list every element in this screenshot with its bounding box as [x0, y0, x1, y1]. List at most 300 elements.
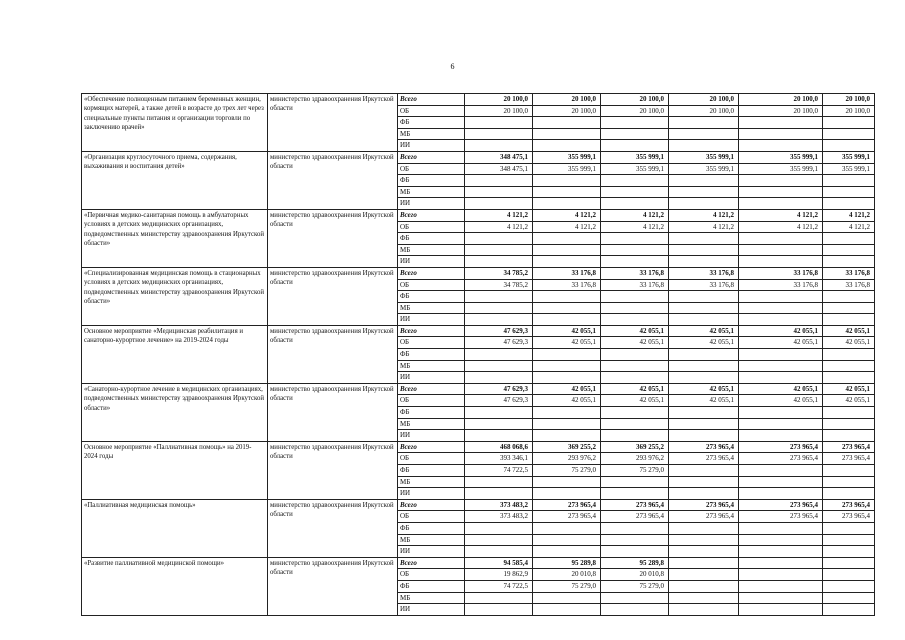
executor-cell: министерство здравоохранения Иркутской области: [268, 441, 398, 499]
table-row: [82, 151, 875, 163]
funding-source-cell: ФБ: [398, 465, 465, 477]
amount-cell: 42 055,1: [739, 395, 823, 407]
amount-cell: [823, 430, 875, 442]
funding-source-cell: Всего: [398, 441, 465, 453]
activity-name-cell: Основное мероприятие «Медицинская реабилитация и санаторно-курортное лечение» на 2019-2024 годы: [82, 325, 268, 383]
amount-cell: 293 976,2: [533, 453, 601, 465]
amount-cell: 273 965,4: [669, 441, 739, 453]
amount-cell: [533, 244, 601, 256]
amount-cell: 33 176,8: [739, 267, 823, 279]
amount-cell: [669, 349, 739, 361]
funding-source-cell: Всего: [398, 94, 465, 106]
funding-source-cell: Всего: [398, 209, 465, 221]
amount-cell: 94 585,4: [465, 557, 533, 569]
amount-cell: 355 999,1: [533, 151, 601, 163]
amount-cell: 273 965,4: [823, 499, 875, 511]
executor-cell: министерство здравоохранения Иркутской области: [268, 151, 398, 209]
amount-cell: [601, 430, 669, 442]
amount-cell: 75 279,0: [533, 465, 601, 477]
amount-cell: [669, 430, 739, 442]
amount-cell: [533, 291, 601, 303]
amount-cell: [601, 604, 669, 616]
table-body: [82, 94, 875, 616]
table-row: [82, 557, 875, 569]
amount-cell: 273 965,4: [823, 453, 875, 465]
amount-cell: [823, 244, 875, 256]
amount-cell: [465, 407, 533, 419]
amount-cell: [823, 140, 875, 152]
funding-source-cell: ФБ: [398, 175, 465, 187]
amount-cell: [465, 140, 533, 152]
amount-cell: [465, 546, 533, 558]
amount-cell: [465, 418, 533, 430]
amount-cell: [465, 534, 533, 546]
executor-cell: министерство здравоохранения Иркутской области: [268, 94, 398, 152]
funding-source-cell: ОБ: [398, 511, 465, 523]
amount-cell: 20 100,0: [601, 94, 669, 106]
amount-cell: [533, 522, 601, 534]
amount-cell: 273 965,4: [823, 441, 875, 453]
amount-cell: [823, 522, 875, 534]
amount-cell: [533, 476, 601, 488]
executor-cell: министерство здравоохранения Иркутской области: [268, 267, 398, 325]
table-row: [82, 383, 875, 395]
amount-cell: [823, 198, 875, 210]
page-number: 6: [450, 62, 455, 71]
amount-cell: 273 965,4: [739, 499, 823, 511]
amount-cell: [533, 546, 601, 558]
amount-cell: 4 121,2: [465, 221, 533, 233]
amount-cell: [533, 140, 601, 152]
amount-cell: [465, 430, 533, 442]
amount-cell: 4 121,2: [823, 209, 875, 221]
funding-source-cell: МБ: [398, 186, 465, 198]
amount-cell: 42 055,1: [739, 325, 823, 337]
amount-cell: [465, 256, 533, 268]
amount-cell: [601, 546, 669, 558]
amount-cell: [739, 604, 823, 616]
amount-cell: 355 999,1: [823, 151, 875, 163]
amount-cell: 75 279,0: [601, 580, 669, 592]
amount-cell: [533, 604, 601, 616]
funding-source-cell: Всего: [398, 557, 465, 569]
amount-cell: [823, 546, 875, 558]
amount-cell: [739, 372, 823, 384]
amount-cell: 273 965,4: [739, 441, 823, 453]
amount-cell: 273 965,4: [669, 499, 739, 511]
funding-source-cell: Всего: [398, 499, 465, 511]
funding-source-cell: ФБ: [398, 580, 465, 592]
amount-cell: [601, 418, 669, 430]
amount-cell: [669, 302, 739, 314]
amount-cell: [739, 522, 823, 534]
amount-cell: [823, 256, 875, 268]
activity-name-cell: «Специализированная медицинская помощь в стационарных условиях в детских медицинских организациях, подведомственных министерству здравоохранения Иркутской области»: [82, 267, 268, 325]
amount-cell: [601, 186, 669, 198]
funding-source-cell: МБ: [398, 418, 465, 430]
amount-cell: 20 010,8: [533, 569, 601, 581]
amount-cell: [533, 360, 601, 372]
funding-source-cell: МБ: [398, 534, 465, 546]
activity-name-cell: «Обеспечение полноценным питанием беременных женщин, кормящих матерей, а также детей в возрасте до трех лет через специальные пункты питания и организации торговли по заключению врачей»: [82, 94, 268, 152]
funding-source-cell: ИИ: [398, 314, 465, 326]
amount-cell: [669, 372, 739, 384]
amount-cell: [533, 418, 601, 430]
amount-cell: 4 121,2: [533, 209, 601, 221]
amount-cell: [601, 349, 669, 361]
amount-cell: [669, 488, 739, 500]
amount-cell: 33 176,8: [669, 267, 739, 279]
amount-cell: 33 176,8: [601, 267, 669, 279]
amount-cell: 42 055,1: [669, 325, 739, 337]
amount-cell: [823, 465, 875, 477]
amount-cell: [601, 256, 669, 268]
amount-cell: 355 999,1: [601, 163, 669, 175]
amount-cell: 355 999,1: [739, 163, 823, 175]
funding-source-cell: МБ: [398, 360, 465, 372]
funding-source-cell: ОБ: [398, 279, 465, 291]
amount-cell: [601, 407, 669, 419]
amount-cell: [739, 569, 823, 581]
amount-cell: 20 100,0: [823, 105, 875, 117]
amount-cell: [669, 546, 739, 558]
amount-cell: [823, 592, 875, 604]
amount-cell: 20 100,0: [739, 94, 823, 106]
amount-cell: 33 176,8: [533, 267, 601, 279]
activity-name-cell: «Паллиативная медицинская помощь»: [82, 499, 268, 557]
amount-cell: 355 999,1: [739, 151, 823, 163]
amount-cell: 4 121,2: [465, 209, 533, 221]
amount-cell: [669, 407, 739, 419]
amount-cell: [739, 244, 823, 256]
amount-cell: [739, 534, 823, 546]
amount-cell: [601, 592, 669, 604]
amount-cell: 42 055,1: [823, 325, 875, 337]
funding-source-cell: МБ: [398, 128, 465, 140]
amount-cell: [601, 314, 669, 326]
amount-cell: [465, 128, 533, 140]
amount-cell: 348 475,1: [465, 151, 533, 163]
amount-cell: [823, 407, 875, 419]
amount-cell: [739, 140, 823, 152]
amount-cell: [533, 407, 601, 419]
amount-cell: [533, 117, 601, 129]
amount-cell: 468 068,6: [465, 441, 533, 453]
amount-cell: 273 965,4: [601, 511, 669, 523]
amount-cell: [533, 175, 601, 187]
activity-name-cell: «Развитие паллиативной медицинской помощи»: [82, 557, 268, 615]
amount-cell: [465, 349, 533, 361]
activity-name-cell: «Организация круглосуточного приема, содержания, выхаживания и воспитания детей»: [82, 151, 268, 209]
amount-cell: 369 255,2: [601, 441, 669, 453]
amount-cell: [739, 592, 823, 604]
funding-source-cell: ОБ: [398, 163, 465, 175]
amount-cell: [669, 244, 739, 256]
amount-cell: 273 965,4: [669, 511, 739, 523]
amount-cell: 75 279,0: [533, 580, 601, 592]
executor-cell: министерство здравоохранения Иркутской области: [268, 209, 398, 267]
amount-cell: [601, 128, 669, 140]
amount-cell: [823, 302, 875, 314]
amount-cell: [601, 233, 669, 245]
amount-cell: [601, 140, 669, 152]
amount-cell: 42 055,1: [533, 395, 601, 407]
amount-cell: [533, 256, 601, 268]
amount-cell: 47 629,3: [465, 337, 533, 349]
funding-source-cell: Всего: [398, 383, 465, 395]
table-row: [82, 267, 875, 279]
amount-cell: [533, 128, 601, 140]
amount-cell: [739, 256, 823, 268]
activity-name-cell: «Санаторно-курортное лечение в медицинских организациях, подведомственных министерству здравоохранения Иркутской области»: [82, 383, 268, 441]
funding-source-cell: Всего: [398, 151, 465, 163]
budget-table: [81, 93, 875, 616]
amount-cell: [601, 488, 669, 500]
amount-cell: [669, 128, 739, 140]
amount-cell: [739, 360, 823, 372]
amount-cell: [465, 117, 533, 129]
amount-cell: [465, 175, 533, 187]
amount-cell: [739, 407, 823, 419]
funding-source-cell: ФБ: [398, 291, 465, 303]
amount-cell: 4 121,2: [739, 221, 823, 233]
amount-cell: [739, 302, 823, 314]
amount-cell: 273 965,4: [601, 499, 669, 511]
amount-cell: 33 176,8: [739, 279, 823, 291]
amount-cell: 20 100,0: [465, 94, 533, 106]
amount-cell: [465, 314, 533, 326]
amount-cell: [823, 175, 875, 187]
amount-cell: 4 121,2: [669, 221, 739, 233]
amount-cell: [669, 557, 739, 569]
amount-cell: 42 055,1: [823, 395, 875, 407]
amount-cell: [533, 186, 601, 198]
amount-cell: 42 055,1: [533, 337, 601, 349]
table-row: [82, 441, 875, 453]
amount-cell: [465, 476, 533, 488]
amount-cell: [739, 314, 823, 326]
amount-cell: 95 289,8: [601, 557, 669, 569]
amount-cell: [533, 349, 601, 361]
amount-cell: 42 055,1: [823, 383, 875, 395]
amount-cell: [823, 314, 875, 326]
amount-cell: [601, 302, 669, 314]
amount-cell: [601, 534, 669, 546]
amount-cell: [739, 128, 823, 140]
funding-source-cell: ИИ: [398, 430, 465, 442]
amount-cell: [669, 580, 739, 592]
funding-source-cell: ИИ: [398, 604, 465, 616]
amount-cell: [823, 372, 875, 384]
funding-source-cell: Всего: [398, 267, 465, 279]
amount-cell: 20 100,0: [669, 94, 739, 106]
amount-cell: 34 785,2: [465, 279, 533, 291]
amount-cell: [669, 522, 739, 534]
amount-cell: 4 121,2: [601, 209, 669, 221]
amount-cell: 42 055,1: [823, 337, 875, 349]
amount-cell: 33 176,8: [601, 279, 669, 291]
amount-cell: 355 999,1: [601, 151, 669, 163]
amount-cell: 4 121,2: [669, 209, 739, 221]
amount-cell: [533, 372, 601, 384]
amount-cell: [739, 233, 823, 245]
amount-cell: [533, 302, 601, 314]
amount-cell: 20 010,8: [601, 569, 669, 581]
amount-cell: 4 121,2: [739, 209, 823, 221]
amount-cell: 20 100,0: [601, 105, 669, 117]
amount-cell: [465, 360, 533, 372]
amount-cell: 47 629,3: [465, 325, 533, 337]
amount-cell: 20 100,0: [739, 105, 823, 117]
amount-cell: [601, 198, 669, 210]
amount-cell: 42 055,1: [739, 383, 823, 395]
amount-cell: 369 255,2: [533, 441, 601, 453]
funding-source-cell: ИИ: [398, 488, 465, 500]
amount-cell: 19 862,9: [465, 569, 533, 581]
funding-source-cell: ОБ: [398, 569, 465, 581]
amount-cell: [739, 186, 823, 198]
funding-source-cell: ИИ: [398, 198, 465, 210]
amount-cell: [823, 233, 875, 245]
amount-cell: 33 176,8: [533, 279, 601, 291]
amount-cell: 4 121,2: [533, 221, 601, 233]
amount-cell: 42 055,1: [533, 325, 601, 337]
amount-cell: [669, 256, 739, 268]
executor-cell: министерство здравоохранения Иркутской области: [268, 557, 398, 615]
amount-cell: [533, 430, 601, 442]
amount-cell: [465, 291, 533, 303]
amount-cell: [465, 522, 533, 534]
amount-cell: [739, 291, 823, 303]
amount-cell: [601, 522, 669, 534]
amount-cell: 20 100,0: [533, 94, 601, 106]
funding-source-cell: МБ: [398, 302, 465, 314]
amount-cell: 373 483,2: [465, 511, 533, 523]
amount-cell: [669, 534, 739, 546]
amount-cell: [669, 175, 739, 187]
amount-cell: [823, 488, 875, 500]
amount-cell: 4 121,2: [601, 221, 669, 233]
amount-cell: 42 055,1: [669, 395, 739, 407]
amount-cell: 273 965,4: [739, 453, 823, 465]
amount-cell: [669, 465, 739, 477]
amount-cell: [739, 175, 823, 187]
funding-source-cell: ИИ: [398, 256, 465, 268]
amount-cell: [465, 488, 533, 500]
amount-cell: [601, 117, 669, 129]
amount-cell: [601, 360, 669, 372]
table-row: [82, 499, 875, 511]
funding-source-cell: ФБ: [398, 233, 465, 245]
amount-cell: 47 629,3: [465, 383, 533, 395]
funding-source-cell: МБ: [398, 476, 465, 488]
amount-cell: [739, 198, 823, 210]
amount-cell: 293 976,2: [601, 453, 669, 465]
amount-cell: [823, 476, 875, 488]
funding-source-cell: ОБ: [398, 453, 465, 465]
funding-source-cell: ОБ: [398, 105, 465, 117]
amount-cell: 33 176,8: [823, 267, 875, 279]
amount-cell: 42 055,1: [601, 383, 669, 395]
amount-cell: [739, 418, 823, 430]
activity-name-cell: «Первичная медико-санитарная помощь в амбулаторных условиях в детских медицинских организациях, подведомственных министерству здравоохранения Иркутской области»: [82, 209, 268, 267]
funding-source-cell: ФБ: [398, 117, 465, 129]
amount-cell: 33 176,8: [823, 279, 875, 291]
amount-cell: [669, 233, 739, 245]
amount-cell: 355 999,1: [823, 163, 875, 175]
executor-cell: министерство здравоохранения Иркутской области: [268, 383, 398, 441]
amount-cell: 20 100,0: [465, 105, 533, 117]
amount-cell: 393 346,1: [465, 453, 533, 465]
amount-cell: [465, 302, 533, 314]
amount-cell: [823, 604, 875, 616]
amount-cell: [669, 592, 739, 604]
amount-cell: [739, 117, 823, 129]
amount-cell: 33 176,8: [669, 279, 739, 291]
amount-cell: [533, 198, 601, 210]
amount-cell: [739, 488, 823, 500]
amount-cell: [465, 372, 533, 384]
amount-cell: [739, 580, 823, 592]
funding-source-cell: ФБ: [398, 407, 465, 419]
amount-cell: [669, 360, 739, 372]
amount-cell: 74 722,5: [465, 580, 533, 592]
amount-cell: [669, 186, 739, 198]
amount-cell: 42 055,1: [601, 395, 669, 407]
amount-cell: [823, 186, 875, 198]
funding-source-cell: МБ: [398, 244, 465, 256]
amount-cell: [669, 140, 739, 152]
amount-cell: 42 055,1: [669, 383, 739, 395]
table-row: [82, 94, 875, 106]
funding-source-cell: ИИ: [398, 546, 465, 558]
amount-cell: 42 055,1: [533, 383, 601, 395]
amount-cell: [601, 175, 669, 187]
amount-cell: 20 100,0: [533, 105, 601, 117]
amount-cell: [739, 349, 823, 361]
amount-cell: 273 965,4: [823, 511, 875, 523]
amount-cell: [465, 592, 533, 604]
amount-cell: [669, 291, 739, 303]
funding-source-cell: ОБ: [398, 337, 465, 349]
amount-cell: 373 483,2: [465, 499, 533, 511]
amount-cell: [823, 360, 875, 372]
amount-cell: [739, 476, 823, 488]
amount-cell: [669, 418, 739, 430]
table-row: [82, 325, 875, 337]
amount-cell: 42 055,1: [669, 337, 739, 349]
amount-cell: 4 121,2: [823, 221, 875, 233]
funding-source-cell: ФБ: [398, 522, 465, 534]
amount-cell: [601, 476, 669, 488]
amount-cell: 273 965,4: [533, 499, 601, 511]
amount-cell: 273 965,4: [739, 511, 823, 523]
amount-cell: 95 289,8: [533, 557, 601, 569]
table-row: [82, 209, 875, 221]
amount-cell: [465, 198, 533, 210]
amount-cell: [739, 465, 823, 477]
executor-cell: министерство здравоохранения Иркутской области: [268, 325, 398, 383]
amount-cell: 75 279,0: [601, 465, 669, 477]
amount-cell: 355 999,1: [669, 151, 739, 163]
amount-cell: 355 999,1: [533, 163, 601, 175]
amount-cell: [739, 430, 823, 442]
amount-cell: 20 100,0: [669, 105, 739, 117]
amount-cell: [465, 186, 533, 198]
amount-cell: [533, 233, 601, 245]
amount-cell: [669, 117, 739, 129]
amount-cell: 273 965,4: [533, 511, 601, 523]
